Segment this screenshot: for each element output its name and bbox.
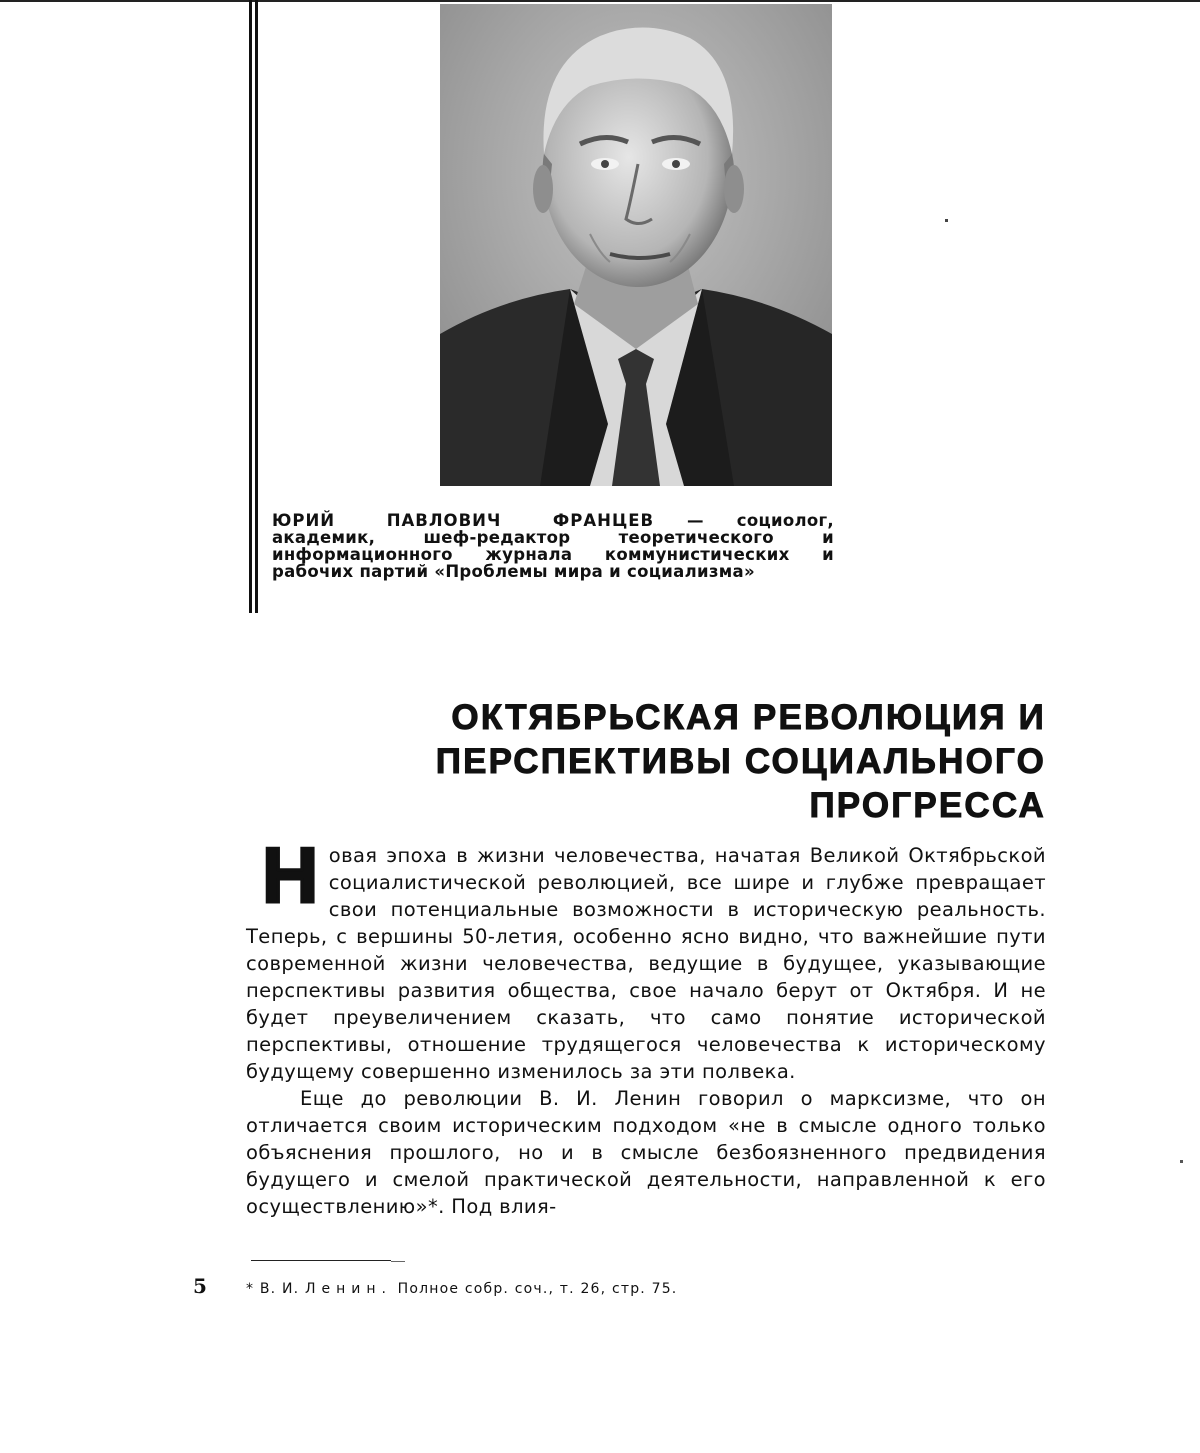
article-body bbox=[246, 842, 1046, 1220]
title-line-2: ПЕРСПЕКТИВЫ СОЦИАЛЬНОГО bbox=[400, 740, 1046, 784]
author-name: ЮРИЙ ПАВЛОВИЧ ФРАНЦЕВ bbox=[272, 511, 654, 530]
footnote bbox=[246, 1281, 866, 1297]
author-portrait-photo bbox=[440, 4, 832, 486]
paragraph-2: Еще до революции В. И. Ленин говорил о марксизме, что он отличается своим историческим подходом «не в смысле одного только объяснения прошлого, но и в смысле безбоязненного предвидения будущего и смелой практической деятельности, направленной к его осуществлению»*. Под влия- bbox=[246, 1085, 1046, 1220]
title-line-3: ПРОГРЕССА bbox=[400, 784, 1046, 828]
portrait-illustration bbox=[440, 4, 832, 486]
page-number: 5 bbox=[193, 1274, 207, 1298]
author-description: — социолог, академик, шеф-редактор теоретического и информационного журнала коммунистических и рабочих партий «Проблемы мира и социализма» bbox=[272, 511, 834, 581]
print-speck bbox=[945, 219, 948, 222]
paragraph-1 bbox=[246, 842, 1046, 1085]
left-margin-rule-outer bbox=[249, 0, 252, 613]
footnote-source: Полное собр. соч., т. 26, стр. 75. bbox=[398, 1281, 678, 1297]
footnote-separator-tail bbox=[391, 1261, 405, 1262]
top-border-rule bbox=[0, 0, 1200, 2]
photo-caption bbox=[272, 512, 834, 580]
drop-cap-letter: Н bbox=[262, 844, 319, 906]
footnote-author: Ленин. bbox=[305, 1281, 392, 1297]
paragraph-1-text: овая эпоха в жизни человечества, начатая Великой Октябрьской социалистической революцией, все шире и глубже превращает свои потенциальные возможности в историческую реальность. Теперь, с вершины 50-летия, особенно ясно видно, что важнейшие пути современной жизни человечества, ведущие в будущее, указывающие перспективы развития общества, свое начало берут от Октября. И не будет преувеличением сказать, что само понятие исторической перспективы, отношение трудящегося человечества к историческому будущему совершенно изменилось за эти полвека. bbox=[246, 844, 1046, 1083]
footnote-separator bbox=[251, 1260, 391, 1261]
title-line-1: ОКТЯБРЬСКАЯ РЕВОЛЮЦИЯ И bbox=[400, 696, 1046, 740]
article-title bbox=[400, 696, 1046, 828]
footnote-mark: * В. И. bbox=[246, 1281, 299, 1297]
left-margin-rule-inner bbox=[255, 0, 258, 613]
print-speck bbox=[1180, 1160, 1183, 1163]
